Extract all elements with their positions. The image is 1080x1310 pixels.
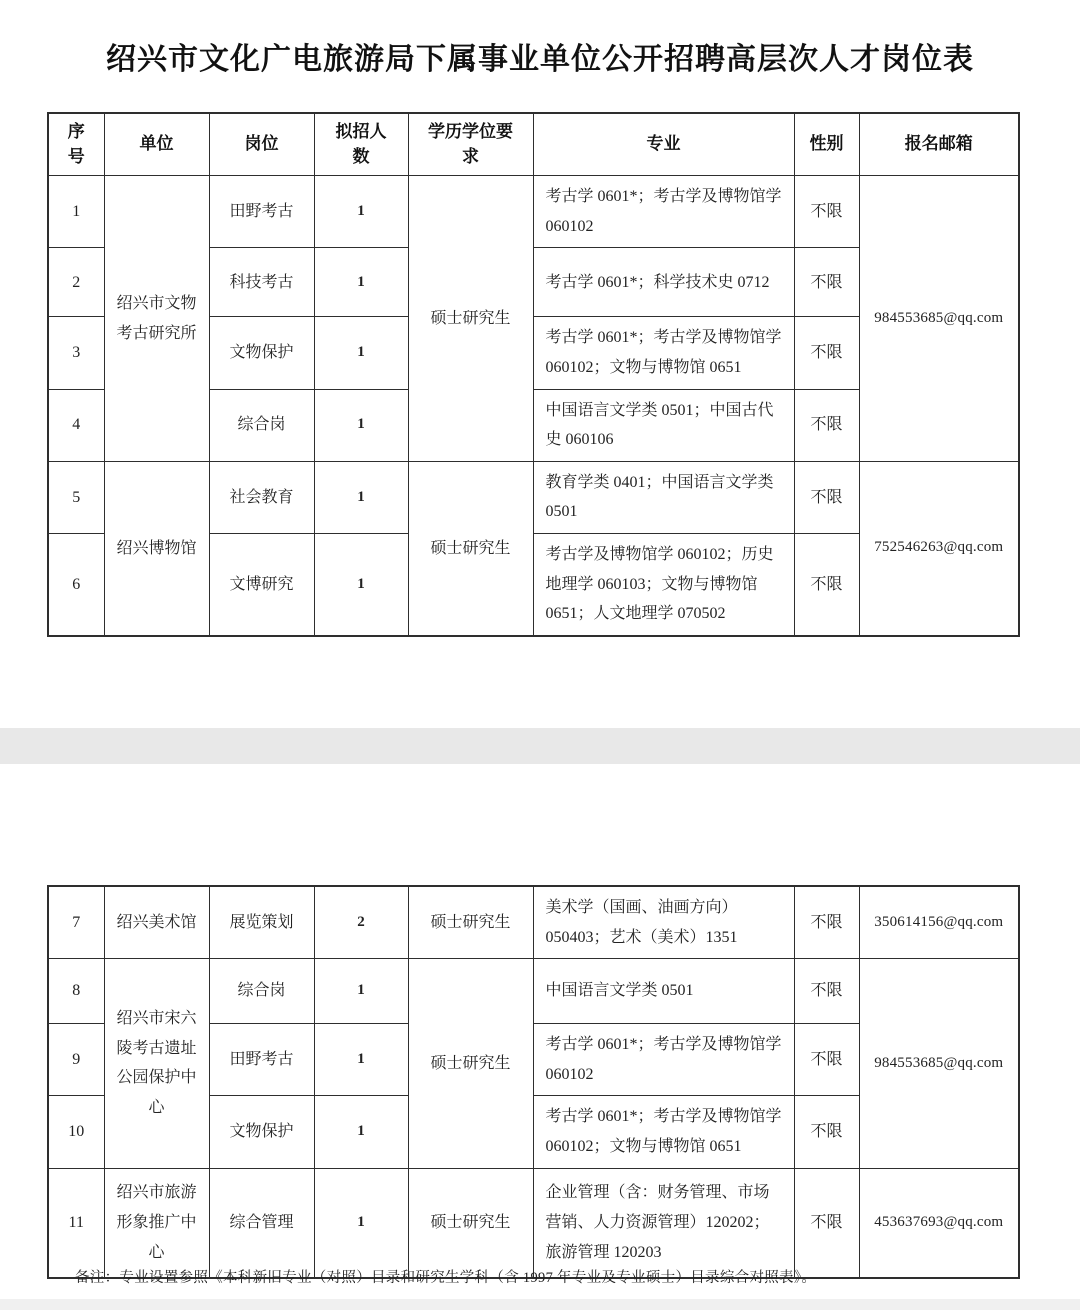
gender-cell: 不限 [794, 534, 859, 636]
seq-cell: 9 [48, 1024, 104, 1096]
gender-cell: 不限 [794, 176, 859, 248]
table-row [48, 461, 1019, 533]
major-cell: 企业管理（含：财务管理、市场营销、人力资源管理）120202；旅游管理 120203 [533, 1168, 794, 1278]
unit-cell: 绍兴市旅游形象推广中心 [104, 1168, 209, 1278]
email-cell: 752546263@qq.com [859, 461, 1019, 635]
gender-cell: 不限 [794, 248, 859, 317]
gender-cell: 不限 [794, 1024, 859, 1096]
post-cell: 文博研究 [209, 534, 314, 636]
header-post: 岗位 [209, 113, 314, 176]
header-seq: 序号 [48, 113, 104, 176]
seq-cell: 8 [48, 959, 104, 1024]
gender-cell: 不限 [794, 1096, 859, 1168]
seq-cell: 5 [48, 461, 104, 533]
email-cell: 984553685@qq.com [859, 176, 1019, 462]
seq-cell: 2 [48, 248, 104, 317]
major-cell: 考古学 0601*；考古学及博物馆学 060102；文物与博物馆 0651 [533, 1096, 794, 1168]
recruitment-table-continued [47, 885, 1020, 1279]
count-cell: 2 [314, 886, 408, 959]
degree-cell: 硕士研究生 [408, 1168, 533, 1278]
header-count: 拟招人数 [314, 113, 408, 176]
unit-cell: 绍兴博物馆 [104, 461, 209, 635]
table-row [48, 886, 1019, 959]
unit-cell: 绍兴市宋六陵考古遗址公园保护中心 [104, 959, 209, 1168]
degree-cell: 硕士研究生 [408, 176, 533, 462]
recruitment-table [47, 112, 1020, 637]
major-cell: 考古学及博物馆学 060102；历史地理学 060103；文物与博物馆 0651；人文地理学 070502 [533, 534, 794, 636]
count-cell: 1 [314, 389, 408, 461]
footnote: 备注：专业设置参照《本科新旧专业（对照）目录和研究生学科（含 1997 年专业及专业硕士）目录综合对照表》。 [75, 1270, 817, 1286]
seq-cell: 4 [48, 389, 104, 461]
count-cell: 1 [314, 317, 408, 389]
seq-cell: 11 [48, 1168, 104, 1278]
unit-cell: 绍兴美术馆 [104, 886, 209, 959]
count-cell: 1 [314, 176, 408, 248]
count-cell: 1 [314, 534, 408, 636]
gender-cell: 不限 [794, 317, 859, 389]
seq-cell: 7 [48, 886, 104, 959]
degree-cell: 硕士研究生 [408, 886, 533, 959]
major-cell: 考古学 0601*；考古学及博物馆学 060102 [533, 176, 794, 248]
gender-cell: 不限 [794, 959, 859, 1024]
header-degree: 学历学位要求 [408, 113, 533, 176]
header-email: 报名邮箱 [859, 113, 1019, 176]
bottom-edge-band [0, 1299, 1080, 1310]
count-cell: 1 [314, 1096, 408, 1168]
post-cell: 综合岗 [209, 959, 314, 1024]
post-cell: 田野考古 [209, 1024, 314, 1096]
page-break-band [0, 728, 1080, 764]
degree-cell: 硕士研究生 [408, 461, 533, 635]
post-cell: 文物保护 [209, 1096, 314, 1168]
email-cell: 350614156@qq.com [859, 886, 1019, 959]
table-header-row [48, 113, 1019, 176]
recruitment-table-section-1 [47, 112, 1020, 637]
header-gender: 性别 [794, 113, 859, 176]
post-cell: 综合岗 [209, 389, 314, 461]
header-unit: 单位 [104, 113, 209, 176]
table-row [48, 176, 1019, 248]
header-major: 专业 [533, 113, 794, 176]
major-cell: 考古学 0601*；考古学及博物馆学 060102 [533, 1024, 794, 1096]
post-cell: 综合管理 [209, 1168, 314, 1278]
post-cell: 展览策划 [209, 886, 314, 959]
gender-cell: 不限 [794, 886, 859, 959]
major-cell: 教育学类 0401；中国语言文学类 0501 [533, 461, 794, 533]
gender-cell: 不限 [794, 461, 859, 533]
major-cell: 考古学 0601*；考古学及博物馆学 060102；文物与博物馆 0651 [533, 317, 794, 389]
major-cell: 考古学 0601*；科学技术史 0712 [533, 248, 794, 317]
post-cell: 文物保护 [209, 317, 314, 389]
major-cell: 美术学（国画、油画方向）050403；艺术（美术）1351 [533, 886, 794, 959]
degree-cell: 硕士研究生 [408, 959, 533, 1168]
count-cell: 1 [314, 248, 408, 317]
email-cell: 453637693@qq.com [859, 1168, 1019, 1278]
seq-cell: 1 [48, 176, 104, 248]
major-cell: 中国语言文学类 0501；中国古代史 060106 [533, 389, 794, 461]
recruitment-table-section-2 [47, 885, 1020, 1279]
gender-cell: 不限 [794, 389, 859, 461]
table-row [48, 1168, 1019, 1278]
count-cell: 1 [314, 1024, 408, 1096]
email-cell: 984553685@qq.com [859, 959, 1019, 1168]
unit-cell: 绍兴市文物考古研究所 [104, 176, 209, 462]
gender-cell: 不限 [794, 1168, 859, 1278]
seq-cell: 3 [48, 317, 104, 389]
count-cell: 1 [314, 959, 408, 1024]
table-row [48, 959, 1019, 1024]
page-title: 绍兴市文化广电旅游局下属事业单位公开招聘高层次人才岗位表 [106, 43, 974, 76]
major-cell: 中国语言文学类 0501 [533, 959, 794, 1024]
count-cell: 1 [314, 1168, 408, 1278]
post-cell: 社会教育 [209, 461, 314, 533]
post-cell: 科技考古 [209, 248, 314, 317]
seq-cell: 10 [48, 1096, 104, 1168]
post-cell: 田野考古 [209, 176, 314, 248]
seq-cell: 6 [48, 534, 104, 636]
count-cell: 1 [314, 461, 408, 533]
